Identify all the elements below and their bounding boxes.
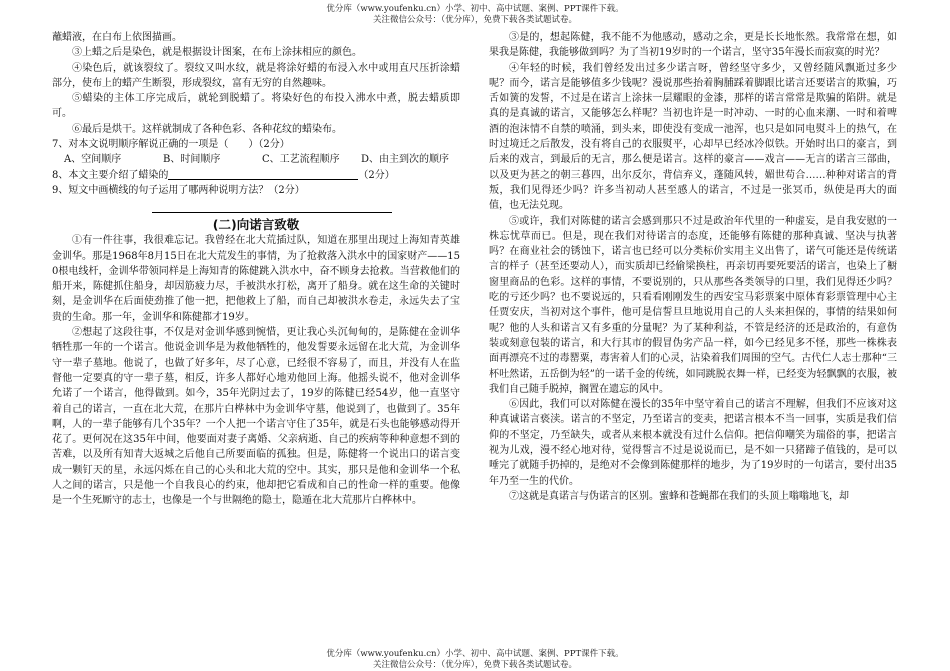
paragraph-3: ③上蜡之后是染色，就是根据设计图案，在布上涂抹相应的颜色。 — [72, 47, 362, 59]
footer-line-1: 优分库（www.youfenku.cn）小学、初中、高中试题、案例、PPT课件下载。 — [326, 649, 624, 659]
header-line-2: 关注微信公众号：（优分库），免费下载各类试题试卷。 — [372, 15, 577, 25]
header-line-1: 优分库（www.youfenku.cn）小学、初中、高中试题、案例、PPT课件下载。 — [326, 4, 624, 14]
page-footer — [0, 649, 950, 671]
essay-paragraph-2: ②想起了这段往事，不仅是对金训华感到惋惜，更让我心头沉甸甸的，是陈健在金训华牺牲那一年的一个诺言。他说金训华是为救他牺牲的，他发誓要永远留在北大荒，为金训华守一辈子墓地。他说了，也做了好多年，尽了心意，已经很不容易了，而且，并没有人在监督他一定要真的守一辈子墓，相反，许多人都好心地劝他回上海。他摇头说不，他对金训华允诺了一个诺言，他得做到。如今，35年光阴过去了，19岁的陈健已经54岁，他一直坚守着自己的诺言，一直在北大荒，在那片白桦林中为金训华守墓，他说到了，也做到了。35年啊，人的一辈子能够有几个35年？一个人把一个诺言守住了35年，就是石头也能够感动得开花了。更何况在这35年中间，他要面对妻子离婚、父亲病逝、自己的疾病等种种意想不到的苦难，以及所有知青大返城之后他自己所要面临的孤独。但是，陈健将一个说出口的诺言变成一颗钉天的星，永远闪烁在自己的心头和北大荒的空中。其实，那只是他和金训华一个私人之间的诺言，只是他一个自我良心的约束，他却把它看成和自己的性命一样的重要。他像是一个生死厮守的志士，也像是一个与世隔绝的隐士，隐遁在北大荒那片白桦林中。 — [52, 327, 460, 507]
answer-line — [152, 212, 392, 213]
question-8-points: （2分） — [358, 169, 395, 181]
paragraph-5: ⑤蜡染的主体工序完成后，就轮到脱蜡了。将染好色的布投入沸水中煮，脱去蜡质即可。 — [52, 93, 460, 120]
essay-paragraph-6: ⑥因此，我们可以对陈健在漫长的35年中坚守着自己的诺言不理解，但我们不应该对这种真诚诺言亵渎。诺言的不坚定，乃至诺言的变卖，把诺言根本不当一回事，实质是我们信仰的不坚定，乃至缺失，或者从来根本就没有过什么信仰。把信仰嘲笑为瑞俗的事，把诺言视为儿戏，漫不经心地对待，觉得誓言不过是说说而已，是不如一只猪蹄子值钱的，是可以唾完了就随手扔掉的，是绝对不会像到陈健那样的地步，为了19岁时的一句诺言，要付出35年乃至一生的代价。 — [489, 399, 897, 487]
option-c: C、工艺流程顺序 — [262, 154, 340, 166]
option-d: D、由主到次的顺序 — [361, 154, 450, 166]
paragraph-continued: 蘸蜡液，在白布上依图描画。 — [52, 32, 182, 43]
essay-paragraph-3: ③是的，想起陈健，我不能不为他感动，感动之余，更是长长地怅然。我常常在想，如果我是陈健，我能够做到吗？为了当初19岁时的一个诺言，坚守35年漫长而寂寞的时光？ — [489, 32, 897, 59]
essay-paragraph-7: ⑦这就是真诺言与伪诺言的区别。蜜蜂和苍蝇都在我们的头顶上嗡嗡地飞，却 — [509, 490, 849, 502]
question-8 — [52, 168, 460, 183]
section-title: (二)向诺言致敬 — [212, 217, 300, 233]
page-header — [0, 4, 950, 26]
question-7-options — [52, 152, 460, 167]
essay-paragraph-4: ④年轻的时候，我们曾经发出过多少诺言呀，曾经坚守多少，又曾经随风飘逝过多少呢？而今，诺言是能够值多少钱呢？漫说那些抬着胸脯踩着脚跟比诺言还要诺言的欺骗，巧舌如簧的发誓，不过是在诺言上涂抹一层耀眼的金漆，那样的诺言常常是欺骗的陷阱。就是真的是真诚的诺言，又能够怎么样呢？当初也许是一时冲动、一时的心血来潮、一时和着啤酒的泡沫情不自禁的喷涌，到头来，即使没有变成一池浑，也只是如同电熨斗上的热气，在时过境迁之后散发，没有将自己的衣服熨平，心却早已经冰冷似铁。开始时出口的豪言，到后来的戏言，到最后的无言，那么便是诺言。这样的豪言——戏言——无言的诺言三部曲，以及更为甚之的朝三暮四，出尔反尔，背信弃义，蓬随风转，媚世苟合……种种对诺言的背叛，我们见得还少吗？许多当初动人甚至感人的诺言，不过是一张冥币，纵使是再大的面值，也无法兑现。 — [489, 62, 897, 212]
option-b: B、时间顺序 — [163, 154, 221, 166]
option-a: A、空间顺序 — [64, 154, 122, 166]
answer-blank — [168, 169, 358, 180]
left-column — [52, 30, 460, 509]
essay-paragraph-5: ⑤或许，我们对陈健的诺言会感到那只不过是政治年代里的一种虚妄，是自我安慰的一株忘忧草而已。但是，现在我们对待诺言的态度，还能够有陈健的那种真诚、坚决与执著吗？在商业社会的锈蚀下，诺言也已经可以分类标价实用主义出售了，诺气可能还是传统诺言的样子（甚至还要动人），而实质却已经偷梁换柱，再亲切再要死要活的诺言，也染上了橱窗里商品的色彩。这样的事情，不要说别的，只从那些各类领导的口里，我们见得还少吗？吃的亏还少吗？也不要说远的，只看看刚刚发生的西安宝马彩票案中原体育彩票管理中心主任贾安庆，当初对这个事件，他可是信誓旦旦地说用自己的人头来担保的，事情的结果如何呢？他的人头和诺言又有多重的分量呢？为了某种利益，不管是经济的还是政治的，有意伪装或刻意包装的诺言，和大行其市的假冒伪劣产品一样，如今已经见多不怪，那些一株株表面再漂亮不过的毒罂粟，毒害着人们的心灵，沾染着我们周围的空气。古代仁人志士那种“三杯吐然诺，五岳倒为轻”的一诺千金的传统，如同跳脱衣舞一样，已经变为轻飘飘的衣服，被我们自己随手脱掉，搁置在遗忘的风中。 — [489, 215, 897, 395]
question-7: 7、对本文说明顺序解说正确的一项是（ ）（2分） — [52, 139, 290, 151]
question-9: 9、短文中画横线的句子运用了哪两种说明方法？（2分） — [52, 184, 305, 196]
question-8-text: 8、本文主要介绍了蜡染的 — [52, 169, 169, 181]
footer-line-2: 关注微信公众号：（优分库），免费下载各类试题试卷。 — [372, 660, 577, 670]
paragraph-6: ⑥最后是烘干。这样就制成了各种色彩、各种花纹的蜡染布。 — [72, 123, 342, 135]
paragraph-4: ④染色后，就该裂纹了。裂纹又叫水纹，就是将涂好蜡的布浸入水中或用直尺压折涂蜡部分，使布上的蜡产生断裂，形成裂纹，富有无穷的自然趣味。 — [52, 62, 460, 89]
essay-paragraph-1: ①有一件往事，我很难忘记。我曾经在北大荒插过队，知道在那里出现过上海知青英雄金训华。那是1968年8月15日在北大荒发生的事情，为了抢救落入洪水中的国家财产——150根电线杆，金训华带领同样是上海知青的陈健跳入洪水中，奋不顾身去抢救。当营救他们的船开来，陈健抓住船身，却因筋疲力尽，手被洪水打松，离开了船身。就在这生命的关键时刻，是金训华在后面使劲推了他一把，把他救上了船，而自己却被洪水卷走，永远失去了宝贵的生命。那一年，金训华和陈健都才19岁。 — [52, 235, 460, 323]
right-column — [489, 30, 897, 504]
